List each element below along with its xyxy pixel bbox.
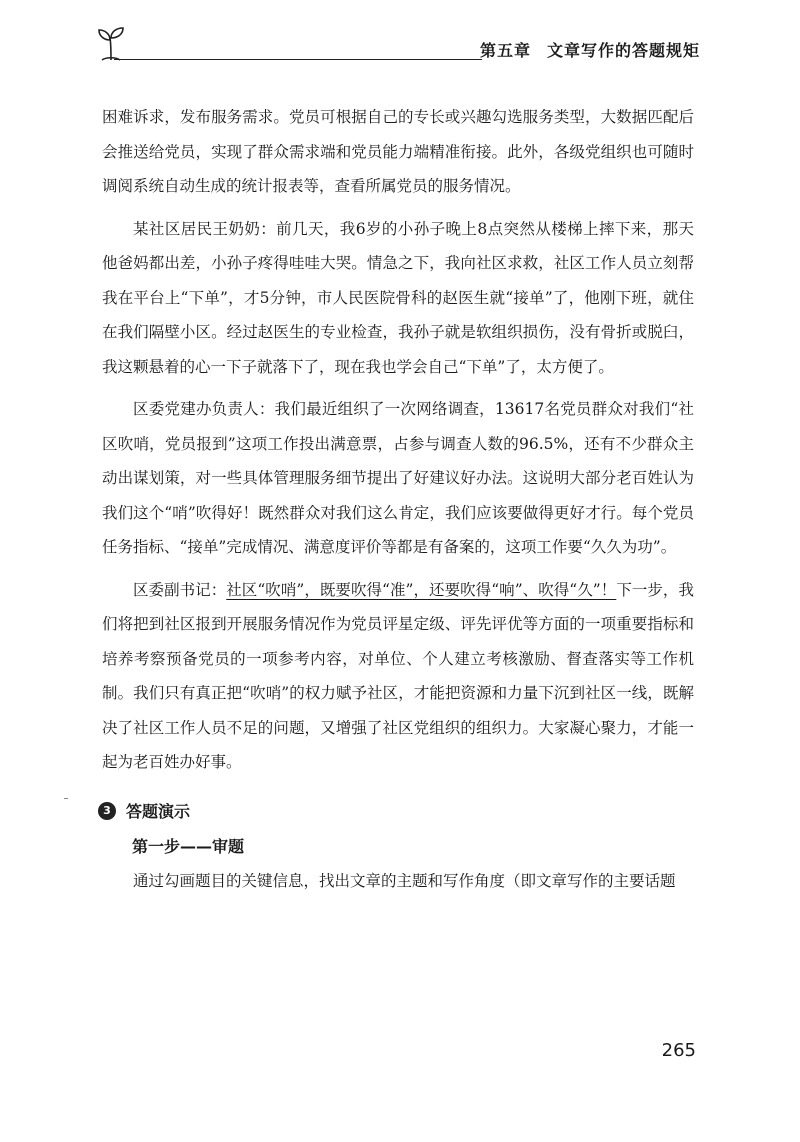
step-heading: 第一步——审题	[132, 836, 245, 856]
chapter-title: 文章写作的答题规矩	[546, 41, 700, 60]
paragraph-4	[102, 573, 694, 780]
speaker-label: 区委副书记：	[133, 580, 227, 599]
sprout-icon	[96, 24, 126, 64]
header-rule	[114, 59, 482, 60]
section-title: 答题演示	[126, 802, 191, 821]
chapter-number: 第五章	[479, 41, 531, 60]
paragraph-4-rest: 下一步，我们将把到社区报到开展服务情况作为党员评星定级、评先评优等方面的一项重要指标和培养考察预备党员的一项参考内容，对单位、个人建立考核激励、督查落实等工作机制。我们只有真正把“吹哨”的权力赋予社区，才能把资源和力量下沉到社区一线，既解决了社区工作人员不足的问题，又增强了社区党组织的组织力。大家凝心聚力，才能一起为老百姓办好事。	[102, 580, 694, 771]
paragraph-last: 通过勾画题目的关键信息，找出文章的主题和写作角度（即文章写作的主要话题	[133, 871, 676, 890]
chapter-heading	[480, 38, 700, 61]
numbered-bullet-icon: 3	[98, 802, 116, 820]
paragraph-2: 某社区居民王奶奶：前几天，我6岁的小孙子晚上8点突然从楼梯上摔下来，那天他爸妈都出差，小孙子疼得哇哇大哭。情急之下，我向社区求救，社区工作人员立刻帮我在平台上“下单”，才5分钟，市人民医院骨科的赵医生就“接单”了，他刚下班，就住在我们隔壁小区。经过赵医生的专业检查，我孙子就是软组织损伤，没有骨折或脱臼，我这颗悬着的心一下子就落下了，现在我也学会自己“下单”了，太方便了。	[102, 219, 694, 376]
section-heading	[98, 796, 694, 826]
page-content	[102, 100, 694, 898]
paragraph-1: 困难诉求，发布服务需求。党员可根据自己的专长或兴趣勾选服务类型，大数据匹配后会推送给党员，实现了群众需求端和党员能力端精准衔接。此外，各级党组织也可随时调阅系统自动生成的统计报表等，查看所属党员的服务情况。	[102, 108, 694, 195]
underlined-quote: 社区“吹哨”，既要吹得“准”，还要吹得“响”、吹得“久”！	[226, 580, 617, 599]
margin-mark	[64, 798, 68, 799]
page-number: 265	[661, 1040, 696, 1061]
page-header	[96, 24, 700, 68]
paragraph-3: 区委党建办负责人：我们最近组织了一次网络调查，13617名党员群众对我们“社区吹哨，党员报到”这项工作投出满意票，占参与调查人数的96.5%，还有不少群众主动出谋划策，对一些具体管理服务细节提出了好建议好办法。这说明大部分老百姓认为我们这个“哨”吹得好！既然群众对我们这么肯定，我们应该要做得更好才行。每个党员任务指标、“接单”完成情况、满意度评价等都是有备案的，这项工作要“久久为功”。	[102, 400, 694, 556]
